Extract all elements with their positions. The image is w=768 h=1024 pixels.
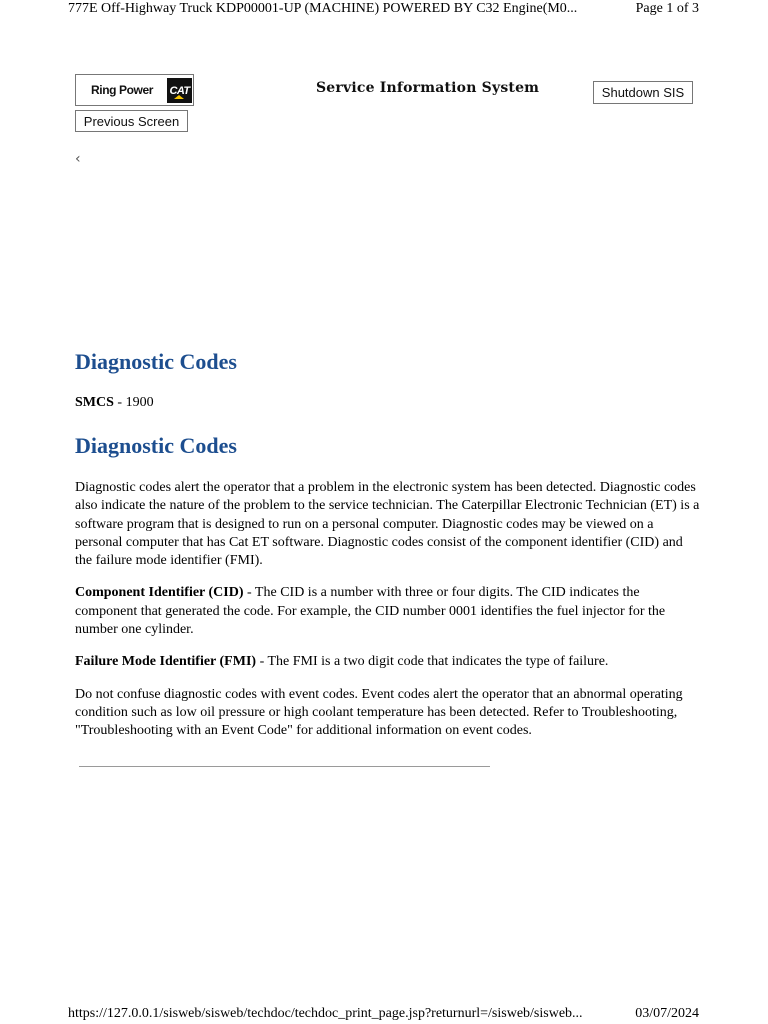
smcs-code: [75, 395, 154, 411]
intro-paragraph: Diagnostic codes alert the operator that a problem in the electronic system has been detected. Diagnostic codes also indicate the nature of the problem to the service technician. The Caterpillar Electronic Technician (ET) is a software program that is designed to run on a personal computer. Diagnostic codes may be viewed on a personal computer that has Cat ET software. Diagnostic codes consist of the component identifier (CID) and the failure mode identifier (FMI).: [75, 480, 700, 569]
app-title: Service Information System: [316, 80, 540, 96]
cat-logo-icon: CAT: [167, 78, 192, 103]
fmi-definition: - The FMI is a two digit code that indicates the type of failure.: [256, 654, 609, 670]
event-codes-paragraph: Do not confuse diagnostic codes with event codes. Event codes alert the operator that an abnormal operating condition such as low oil pressure or high coolant temperature has been detected. Refer to Troubleshooting, "Troubleshooting with an Event Code" for additional information on event codes.: [75, 686, 683, 739]
print-header: [68, 1, 699, 19]
chevron-left-icon[interactable]: ‹: [75, 151, 81, 167]
cid-paragraph: [75, 584, 700, 639]
section-divider: [79, 766, 490, 767]
dealer-logo-text: Ring Power: [91, 83, 154, 97]
print-header-page-number: Page 1 of 3: [635, 1, 699, 16]
shutdown-sis-button[interactable]: Shutdown SIS: [593, 81, 693, 104]
smcs-label: SMCS: [75, 395, 114, 410]
fmi-term: Failure Mode Identifier (FMI): [75, 654, 257, 670]
print-footer-date: 03/07/2024: [635, 1006, 699, 1021]
dealer-logo: [75, 74, 194, 106]
cid-term: Component Identifier (CID): [75, 585, 244, 601]
smcs-value: - 1900: [113, 395, 154, 410]
section-heading: Diagnostic Codes: [75, 433, 237, 458]
previous-screen-button[interactable]: Previous Screen: [75, 110, 188, 132]
print-footer-url: https://127.0.0.1/sisweb/sisweb/techdoc/techdoc_print_page.jsp?returnurl=/sisweb/sisweb...: [68, 1006, 583, 1021]
print-footer: [68, 1006, 699, 1024]
fmi-paragraph: [75, 653, 700, 671]
print-header-title: 777E Off-Highway Truck KDP00001-UP (MACHINE) POWERED BY C32 Engine(M0...: [68, 1, 578, 16]
document-body: [75, 479, 700, 755]
cid-definition: - The CID is a number with three or four digits. The CID indicates the component that generated the code. For example, the CID number 0001 identifies the fuel injector for the number one cylinder.: [75, 585, 666, 638]
page-title: Diagnostic Codes: [75, 349, 237, 374]
